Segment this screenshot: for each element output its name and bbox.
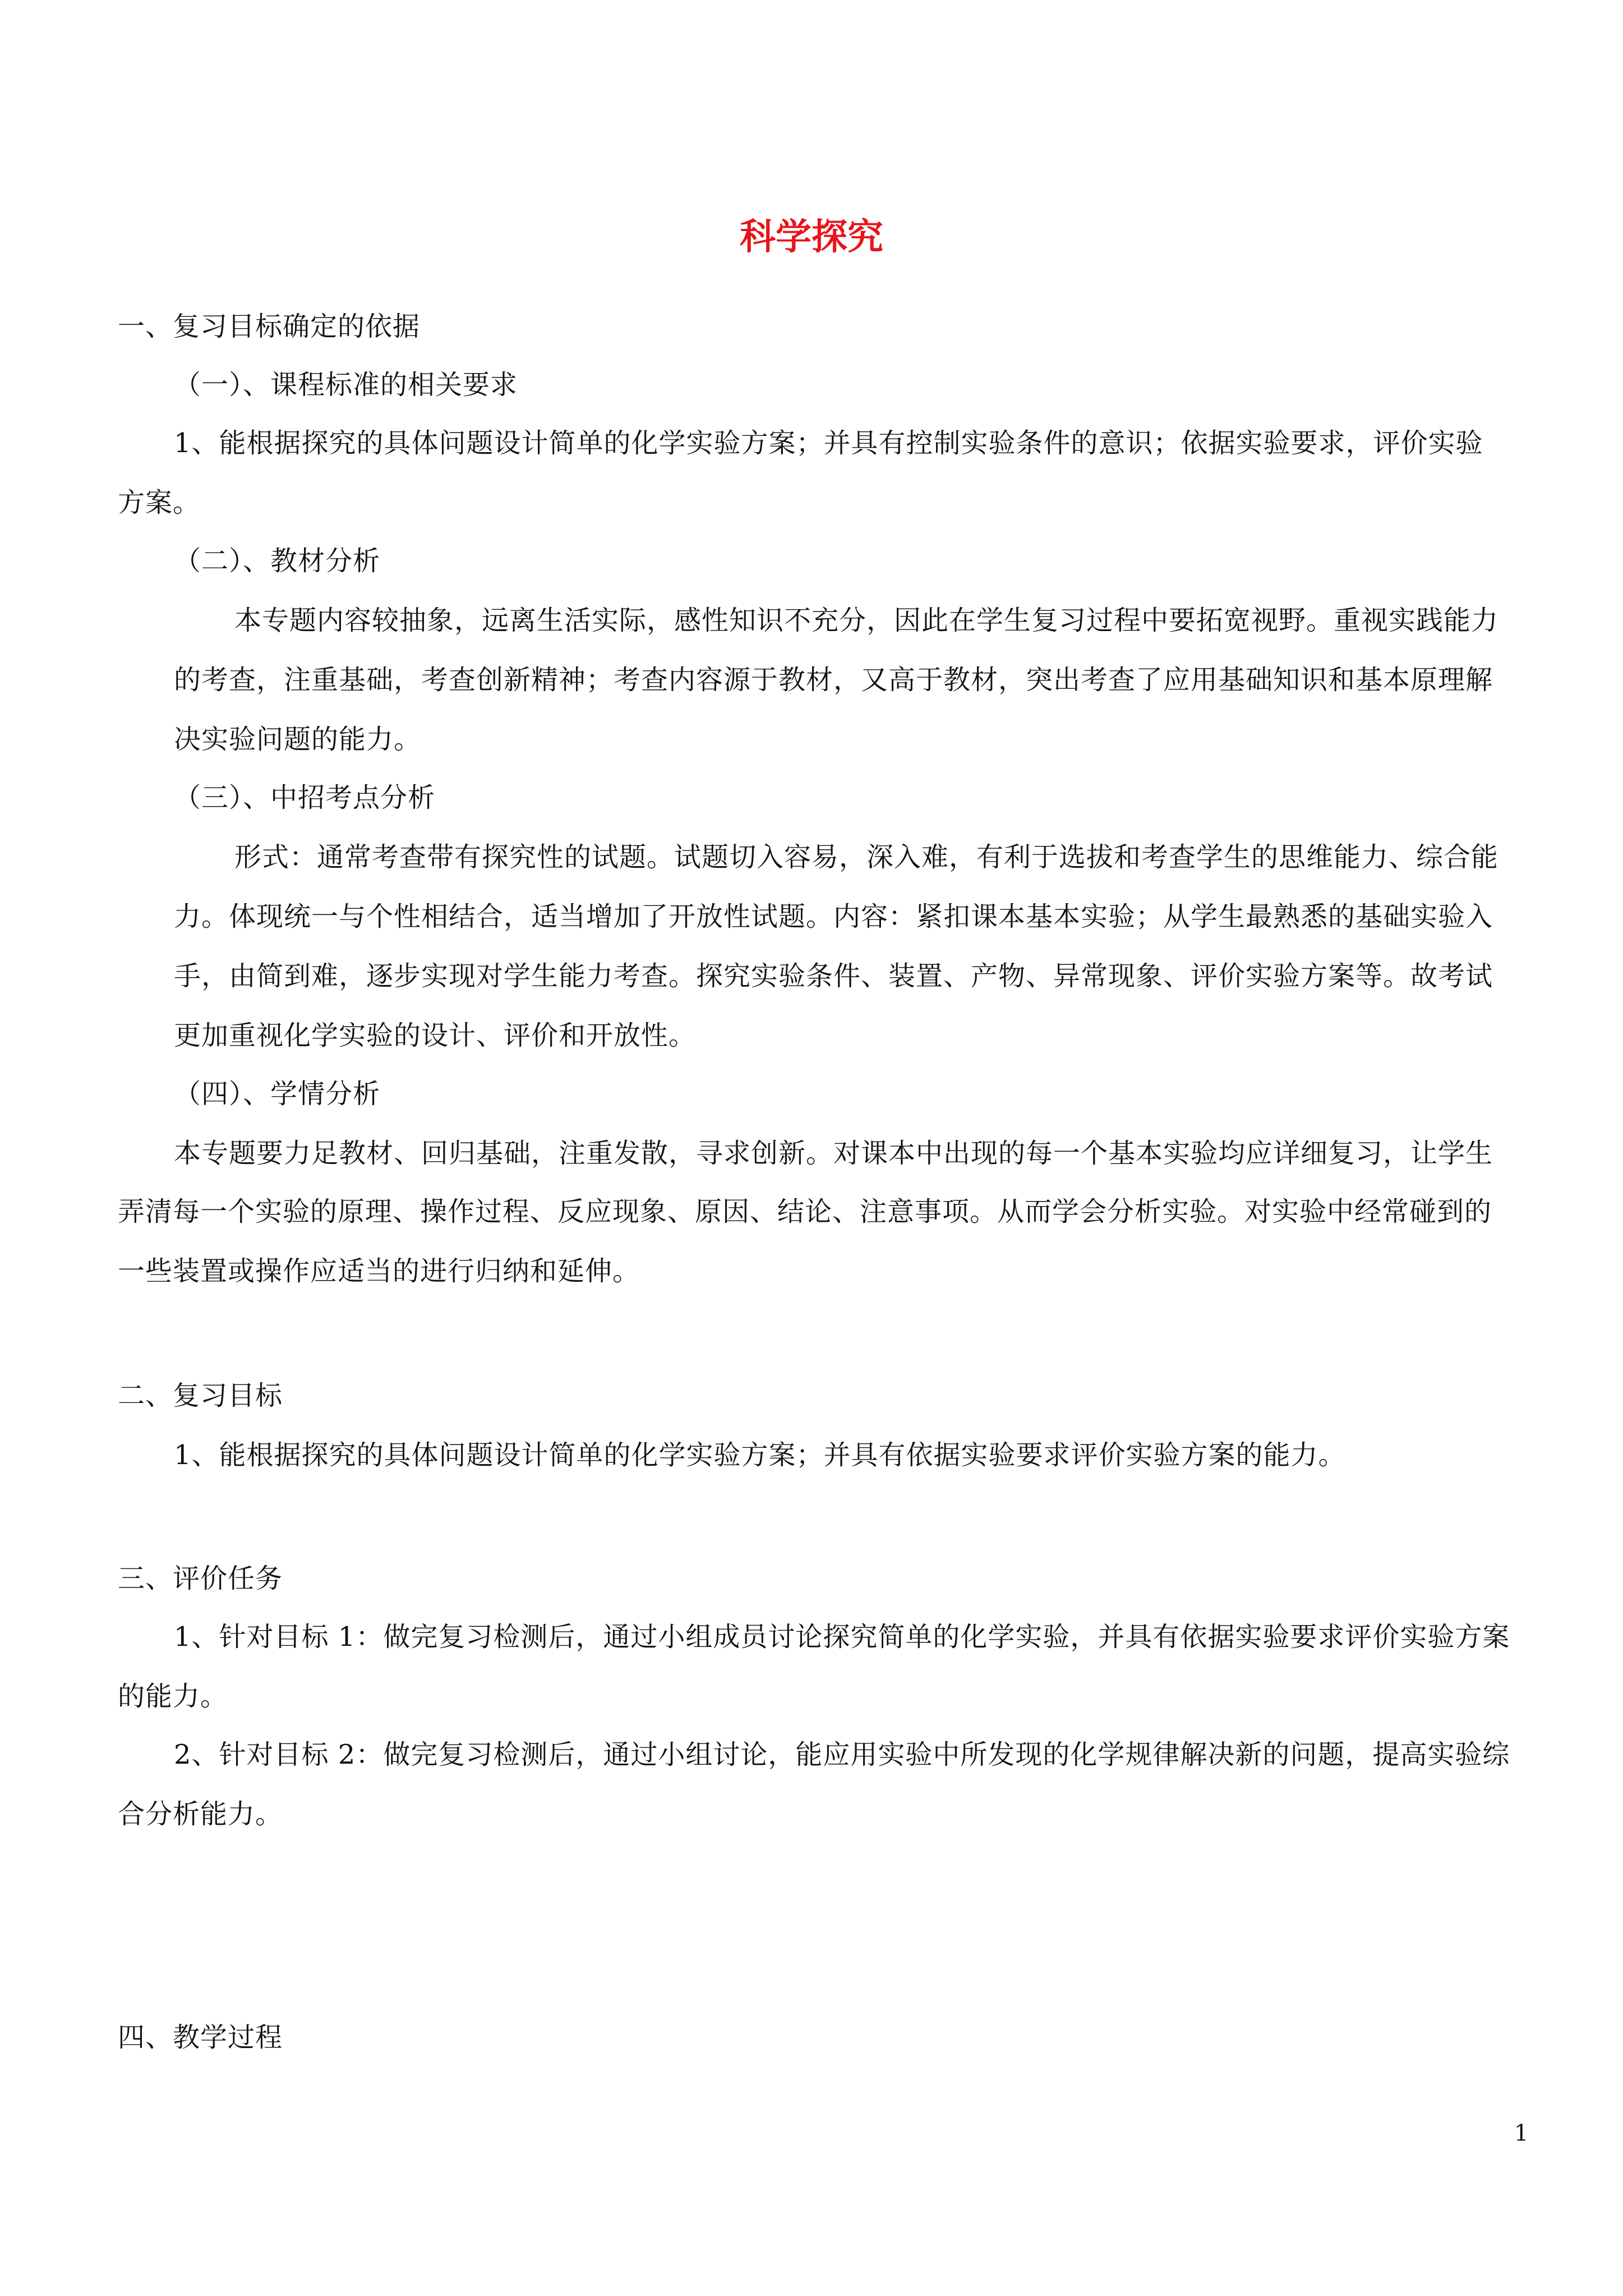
paragraph-line: 更加重视化学实验的设计、评价和开放性。	[174, 1020, 697, 1051]
paragraph-line: 的考查，注重基础，考查创新精神；考查内容源于教材，又高于教材，突出考查了应用基础知识和基本原理解	[174, 664, 1493, 696]
paragraph-line: 1、针对目标 1：做完复习检测后，通过小组成员讨论探究简单的化学实验，并具有依据实验要求评价实验方案	[174, 1621, 1510, 1653]
subsection-1-4-heading: （四）、学情分析	[174, 1078, 381, 1110]
subsection-1-2-heading: （二）、教材分析	[174, 545, 381, 577]
paragraph-line: 弄清每一个实验的原理、操作过程、反应现象、原因、结论、注意事项。从而学会分析实验。对实验中经常碰到的	[118, 1196, 1492, 1227]
subsection-1-3-heading: （三）、中招考点分析	[174, 782, 436, 813]
section-1-heading: 一、复习目标确定的依据	[118, 311, 421, 342]
paragraph-line: 合分析能力。	[118, 1798, 283, 1830]
paragraph-line: 手，由简到难，逐步实现对学生能力考查。探究实验条件、装置、产物、异常现象、评价实验方案等。故考试	[174, 960, 1493, 992]
paragraph-line: 方案。	[118, 487, 201, 518]
paragraph-line: 本专题内容较抽象，远离生活实际，感性知识不充分，因此在学生复习过程中要拓宽视野。重视实践能力	[234, 605, 1499, 636]
paragraph-line: 一些装置或操作应适当的进行归纳和延伸。	[118, 1255, 640, 1287]
paragraph-line: 1、能根据探究的具体问题设计简单的化学实验方案；并具有依据实验要求评价实验方案的能力。	[174, 1439, 1346, 1471]
paragraph-line: 力。体现统一与个性相结合，适当增加了开放性试题。内容：紧扣课本基本实验；从学生最熟悉的基础实验入	[174, 901, 1493, 932]
document-title: 科学探究	[740, 216, 883, 258]
subsection-1-1-heading: （一）、课程标准的相关要求	[174, 369, 518, 401]
paragraph-line: 形式：通常考查带有探究性的试题。试题切入容易，深入难，有利于选拔和考查学生的思维能力、综合能	[234, 841, 1499, 873]
paragraph-line: 的能力。	[118, 1681, 228, 1712]
paragraph-line: 1、能根据探究的具体问题设计简单的化学实验方案；并具有控制实验条件的意识；依据实验要求，评价实验	[174, 427, 1483, 459]
section-2-heading: 二、复习目标	[118, 1380, 283, 1411]
paragraph-line: 本专题要力足教材、回归基础，注重发散，寻求创新。对课本中出现的每一个基本实验均应详细复习，让学生	[174, 1138, 1493, 1169]
paragraph-line: 2、针对目标 2：做完复习检测后，通过小组讨论，能应用实验中所发现的化学规律解决新的问题，提高实验综	[174, 1739, 1510, 1770]
section-3-heading: 三、评价任务	[118, 1563, 283, 1594]
page-number: 1	[1514, 2120, 1529, 2146]
paragraph-line: 决实验问题的能力。	[174, 724, 422, 755]
section-4-heading: 四、教学过程	[118, 2022, 283, 2053]
